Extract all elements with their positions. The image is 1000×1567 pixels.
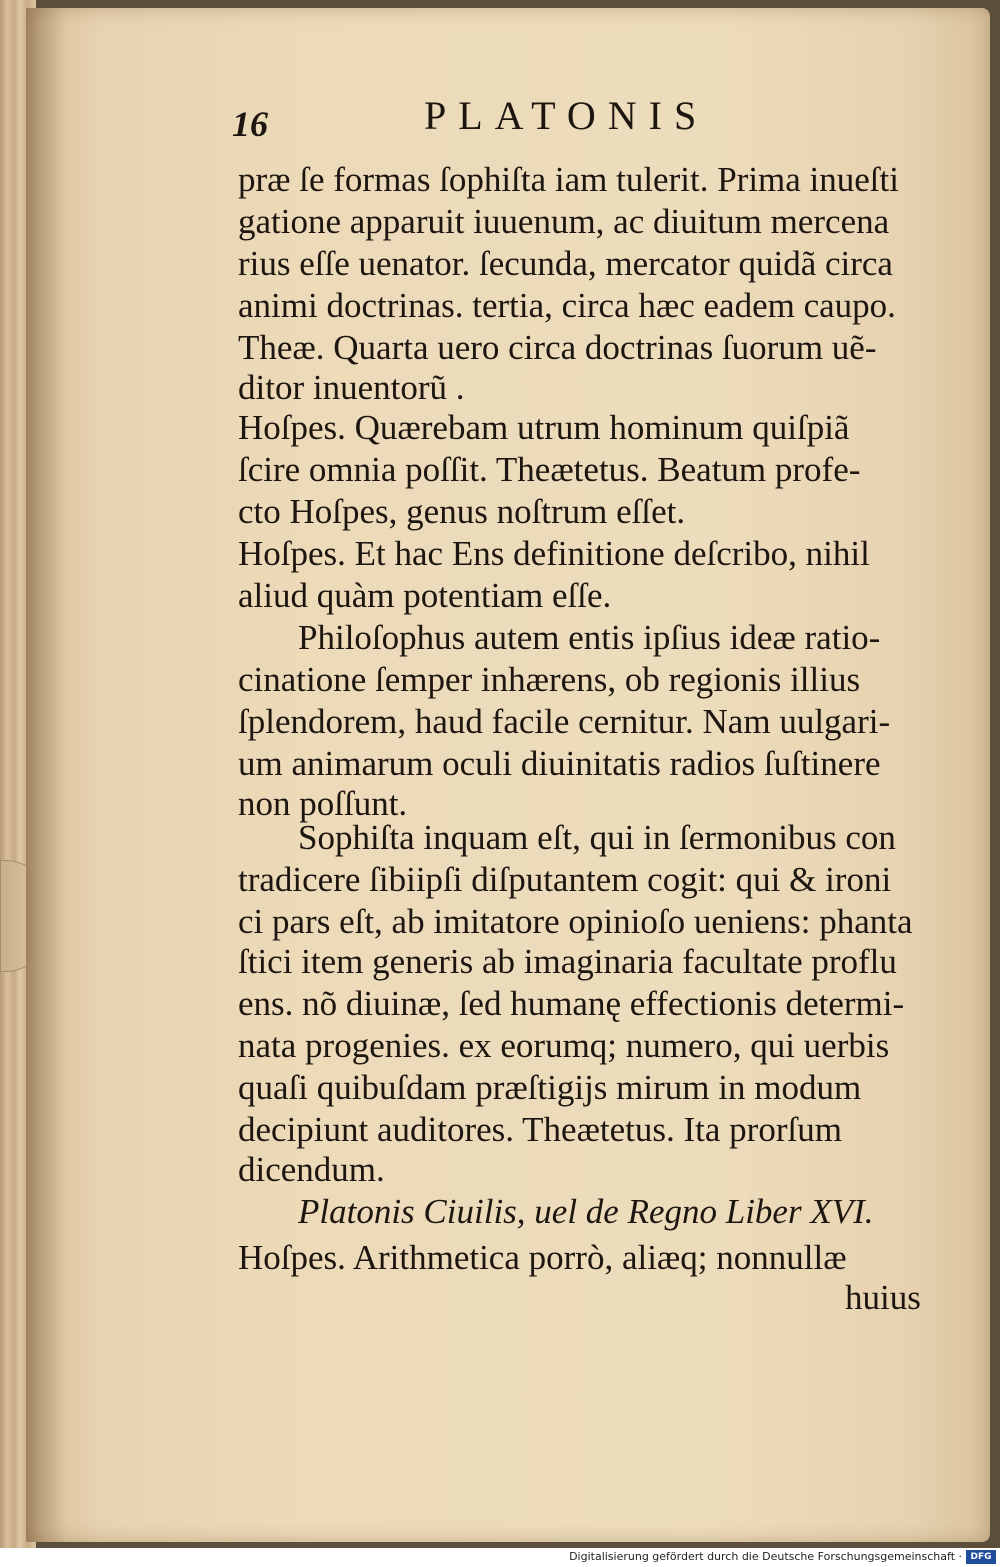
text-line: Theæ. Quarta uero circa doctrinas ſuorum uẽ- bbox=[238, 328, 877, 367]
text-line: dicendum. bbox=[238, 1150, 385, 1189]
text-line: ſtici item generis ab imaginaria facultate proflu bbox=[238, 942, 897, 981]
text-line: Philoſophus autem entis ipſius ideæ ratio- bbox=[298, 618, 881, 657]
text-line: cto Hoſpes, genus noſtrum eſſet. bbox=[238, 492, 686, 531]
text-line: non poſſunt. bbox=[238, 784, 408, 823]
text-line: Sophiſta inquam eſt, qui in ſermonibus con bbox=[298, 818, 896, 857]
text-line: ens. nõ diuinæ, ſed humanę effectionis determi- bbox=[238, 984, 905, 1023]
text-line: Hoſpes. Et hac Ens definitione deſcribo, nihil bbox=[238, 534, 870, 573]
text-line: ſcire omnia poſſit. Theætetus. Beatum profe- bbox=[238, 450, 861, 489]
text-line: cinatione ſemper inhærens, ob regionis illius bbox=[238, 660, 861, 699]
text-line: quaſi quibuſdam præſtigijs mirum in modum bbox=[238, 1068, 862, 1107]
text-line: animi doctrinas. tertia, circa hæc eadem caupo. bbox=[238, 286, 896, 325]
text-line: ditor inuentorũ . bbox=[238, 368, 465, 407]
text-line: um animarum oculi diuinitatis radios ſuſtinere bbox=[238, 744, 881, 783]
dfg-logo: DFG bbox=[966, 1550, 996, 1564]
page-number: 16 bbox=[232, 104, 268, 144]
funding-credit: Digitalisierung gefördert durch die Deutsche Forschungsgemeinschaft · bbox=[569, 1550, 962, 1563]
text-line: ci pars eſt, ab imitatore opinioſo ueniens: phanta bbox=[238, 902, 913, 941]
text-line: ſplendorem, haud facile cernitur. Nam uulgari- bbox=[238, 702, 891, 741]
text-line: aliud quàm potentiam eſſe. bbox=[238, 576, 612, 615]
section-heading: Platonis Ciuilis, uel de Regno Liber XVI. bbox=[298, 1192, 874, 1231]
digitization-footer bbox=[0, 1548, 1000, 1567]
spine-shadow bbox=[26, 8, 66, 1542]
text-line: nata progenies. ex eorumq; numero, qui uerbis bbox=[238, 1026, 890, 1065]
text-line: gatione apparuit iuuenum, ac diuitum mercena bbox=[238, 202, 890, 241]
text-line: præ ſe formas ſophiſta iam tulerit. Prima inueſti bbox=[238, 160, 899, 199]
text-line: Hoſpes. Quærebam utrum hominum quiſpiã bbox=[238, 408, 850, 447]
section-first-line: Hoſpes. Arithmetica porrò, aliæq; nonnullæ bbox=[238, 1238, 847, 1277]
running-head: PLATONIS bbox=[424, 93, 709, 138]
text-line: rius eſſe uenator. ſecunda, mercator quidã circa bbox=[238, 244, 893, 283]
text-line: decipiunt auditores. Theætetus. Ita prorſum bbox=[238, 1110, 842, 1149]
catchword: huius bbox=[845, 1278, 921, 1317]
text-line: tradicere ſibiipſi diſputantem cogit: qui & ironi bbox=[238, 860, 892, 899]
